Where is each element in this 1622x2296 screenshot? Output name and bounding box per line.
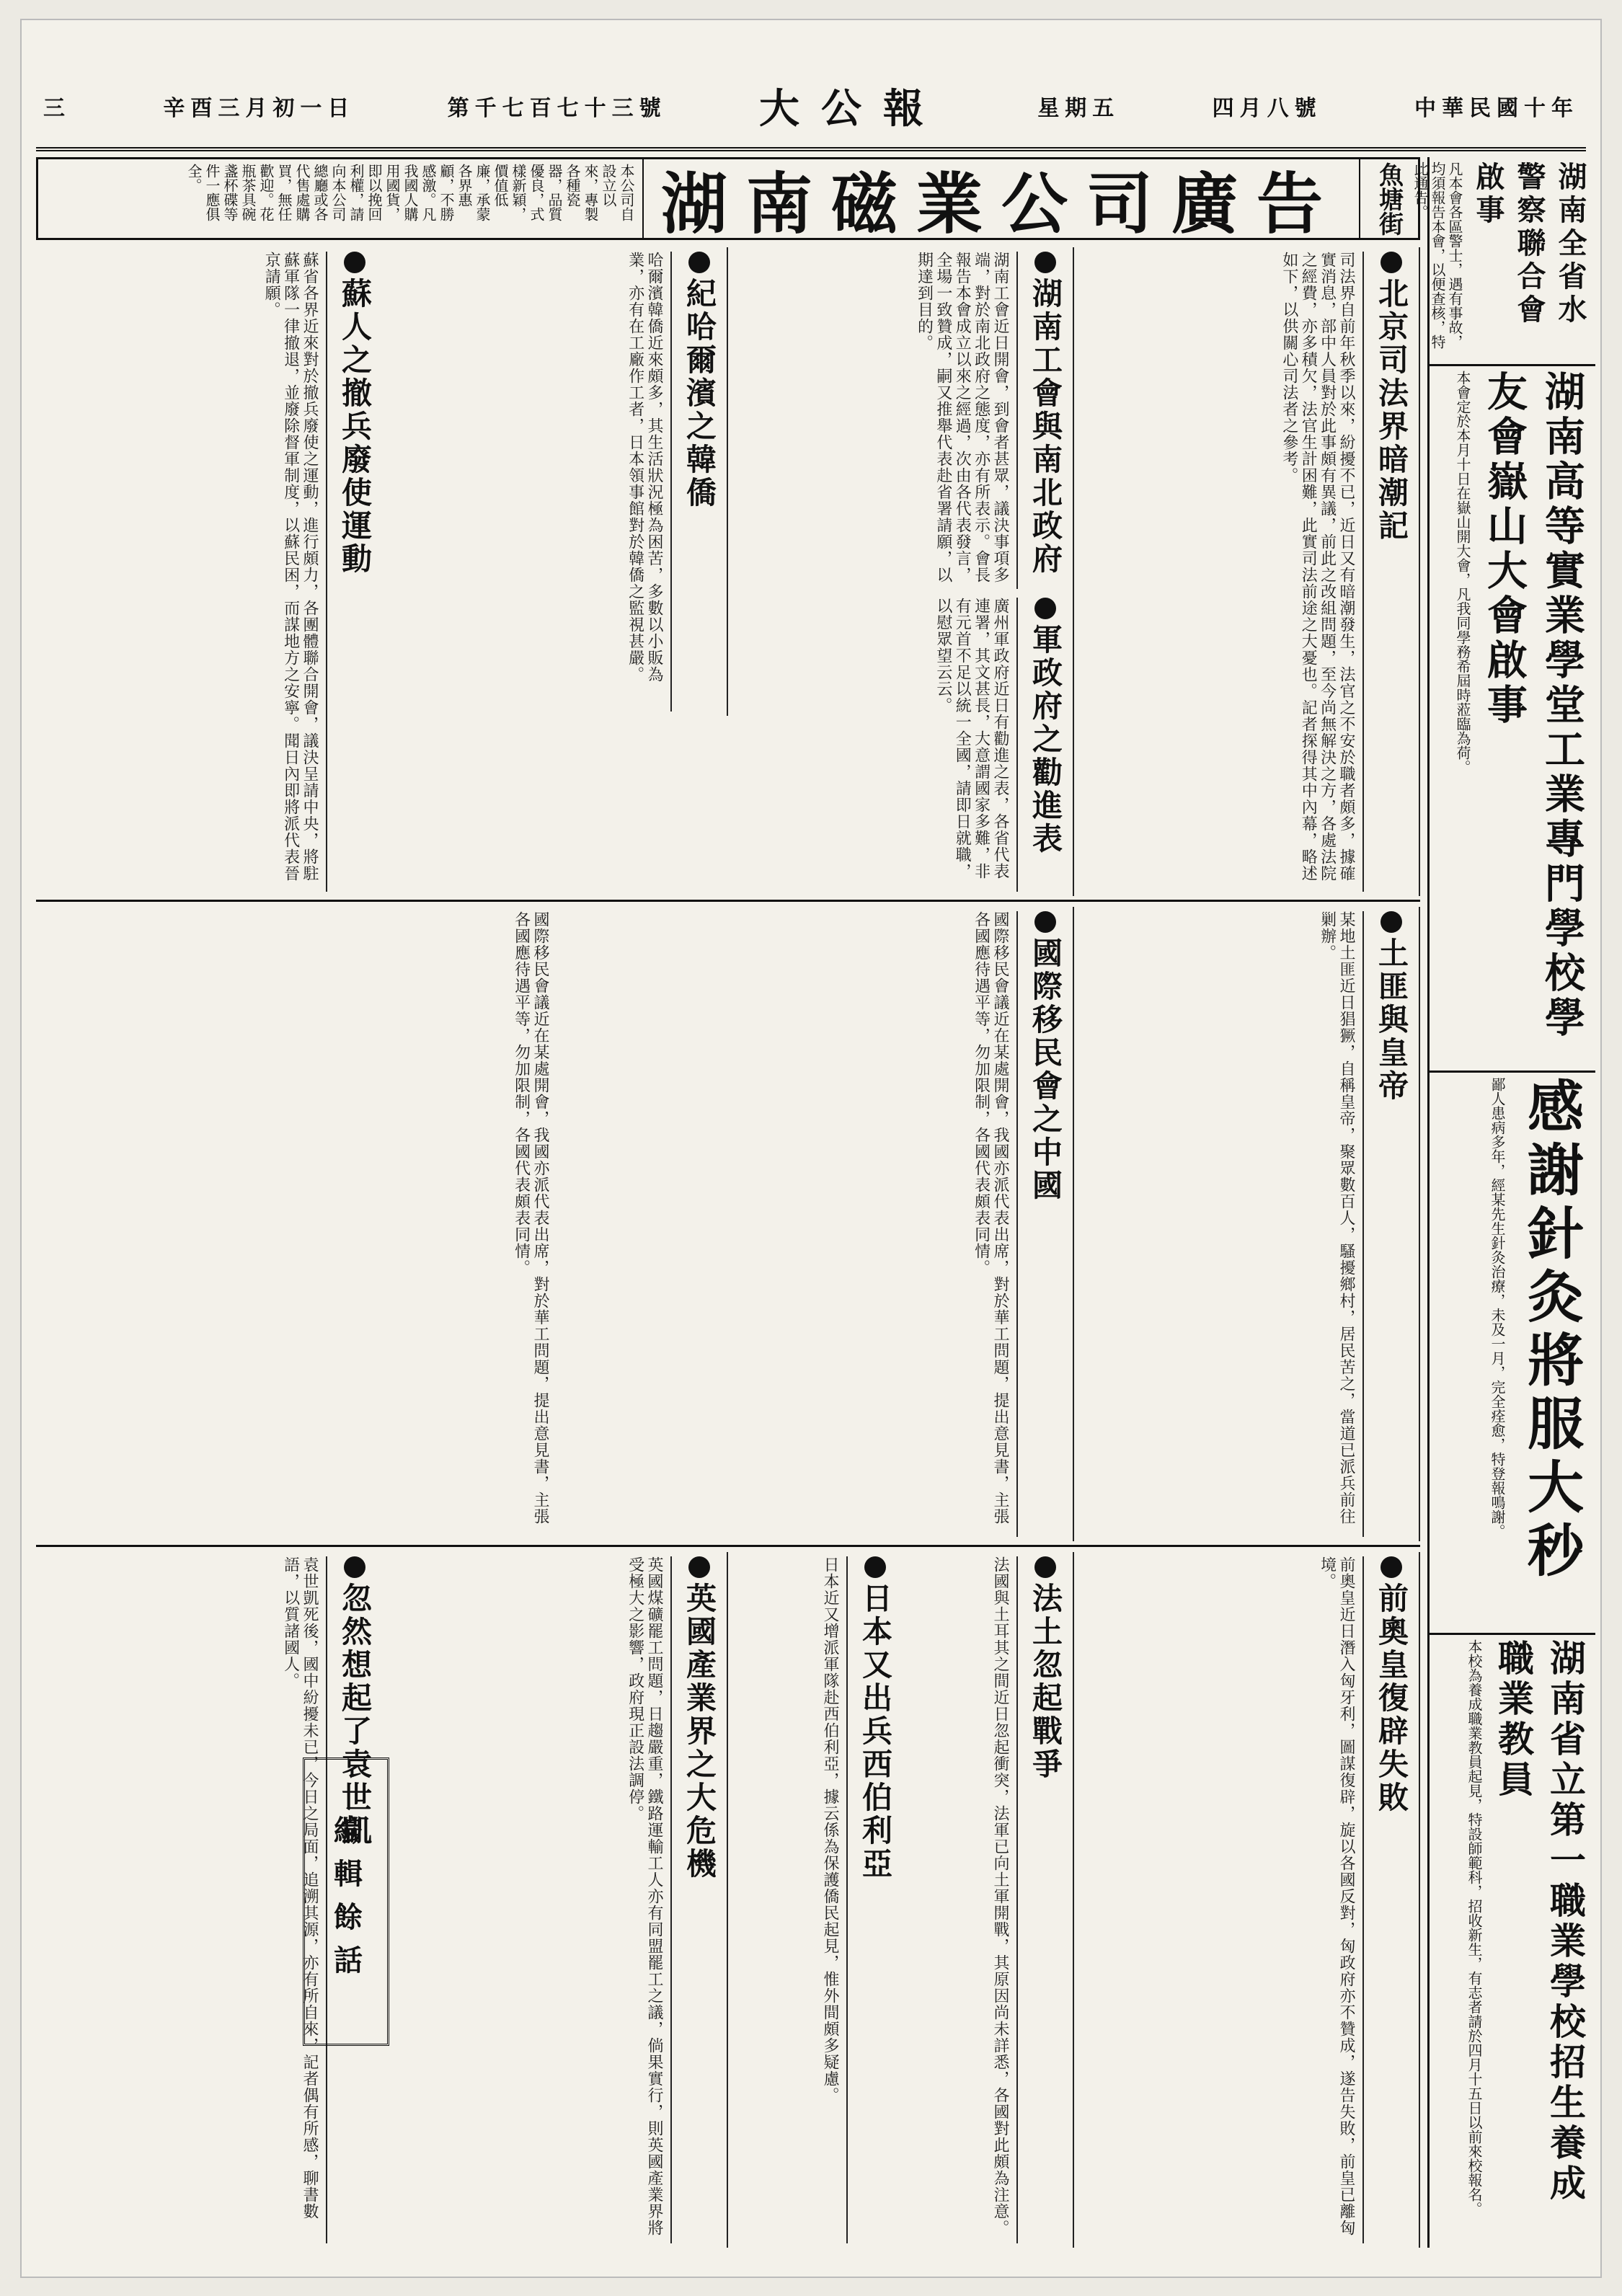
article-britain <box>382 1552 728 2248</box>
article-headline: 法土忽起戰爭 <box>1016 1556 1067 2243</box>
section-divider <box>36 900 1420 902</box>
ad-title: 湖南高等實業學堂工業專門學校學友會嶽山大會啟事 <box>1481 371 1586 1041</box>
sidebar-ad-water-police <box>1412 157 1595 366</box>
bullet-icon <box>1034 911 1056 933</box>
article-body: 司法界自前年秋季以來，紛擾不已，近日又有暗潮發生，法官之不安於職者頗多，據確實消息，部中人員對於此事頗有異議，前此之改組問題，至今尚無解決之方，各處法院之經費，亦多積欠，法官生計困難，此實司法前途之大憂也。記者探得其中內幕，略述如下，以供關心司法者之參考。 <box>1280 252 1355 882</box>
ad-location: 魚塘街 <box>1359 159 1418 238</box>
ad-title: 湖南磁業公司廣告 <box>642 159 1359 238</box>
article-headline: 英國產業界之大危機 <box>670 1556 721 2243</box>
issue-number: 第千七百七十三號 <box>447 96 667 121</box>
bullet-icon <box>344 1556 365 1578</box>
article-headline: 國際移民會之中國 <box>1016 911 1067 1537</box>
article-league <box>555 907 1074 1541</box>
masthead <box>36 72 1586 151</box>
article-body: 日本近又增派軍隊赴西伯利亞，據云係為保護僑民起見，惟外間頗多疑慮。 <box>821 1556 839 2104</box>
ad-body: 凡本會各區警士，遇有事故，均須報告本會，以便查核，特此通告。 <box>1412 161 1463 349</box>
article-portugal <box>1074 1552 1420 2248</box>
article-tufei <box>1074 907 1420 1541</box>
article-headline: 日本又出兵西伯利亞 <box>846 1556 897 2243</box>
article-headline: 湖南工會與南北政府 <box>1016 252 1067 589</box>
date-month: 四月八號 <box>1212 96 1322 121</box>
section-divider <box>36 1545 1420 1547</box>
bullet-icon <box>1381 252 1402 273</box>
sidebar-ads <box>1412 157 1595 2248</box>
lunar-date: 辛酉三月初一日 <box>163 96 355 121</box>
article-headline: 土匪與皇帝 <box>1362 911 1413 1537</box>
bullet-icon <box>344 252 365 273</box>
bullet-icon <box>1034 252 1056 273</box>
article-body: 某地土匪近日猖獗，自稱皇帝，聚眾數百人，騷擾鄉村，居民苦之，當道已派兵前往剿辦。 <box>1318 911 1355 1525</box>
bullet-icon <box>864 1556 886 1578</box>
editorial-box: 編輯餘話 <box>303 1758 389 2046</box>
article-body: 國際移民會議近在某處開會，我國亦派代表出席，對於華工問題，提出意見書，主張各國應待遇平等，勿加限制，各國代表頗表同情。 <box>512 911 549 1525</box>
bullet-icon <box>1381 1556 1402 1578</box>
bullet-icon <box>688 252 710 273</box>
sidebar-ad-vocational-school <box>1430 1635 1595 2248</box>
main-content <box>36 157 1420 2248</box>
article-harbin <box>382 247 728 716</box>
article-body: 廣州軍政府近日有勸進之表，各省代表連署，其文甚長，大意謂國家多難，非有元首不足以統一全國，請即日就職，以慰眾望云云。 <box>934 598 1009 879</box>
article-league-continued <box>36 907 555 1541</box>
article-body: 湖南工會近日開會，到會者甚眾，議決事項多端，對於南北政府之態度，亦有所表示。會長報告本會成立以來之經過，次由各代表發言，全場一致贊成，嗣又推舉代表赴省署請願，以期達到目的。 <box>915 252 1009 583</box>
article-hunan-labor <box>728 247 1074 593</box>
sidebar-ad-acupuncture <box>1430 1073 1595 1635</box>
bullet-icon <box>688 1556 710 1578</box>
bullet-icon <box>1034 598 1056 619</box>
article-headline: 北京司法界暗潮記 <box>1362 252 1413 892</box>
article-headline: 紀哈爾濱之韓僑 <box>670 252 721 712</box>
article-headline: 蘇人之撤兵廢使運動 <box>326 252 376 892</box>
ad-body: 本公司自設立以來，專製各種瓷器，品質優良，式樣新穎，價值低廉，承蒙各界惠顧，不勝感激。凡我國人購用國貨，即以挽回利權，請向本公司總廳或各代售處購買，無任歡迎。花瓶茶具碗盞杯碟等件一應俱全。 <box>185 164 635 221</box>
date-roc: 中華民國十年 <box>1414 96 1579 121</box>
sidebar-ad-school-alumni <box>1430 366 1595 1073</box>
article-headline: 前奧皇復辟失敗 <box>1362 1556 1413 2243</box>
weekday: 星期五 <box>1037 96 1120 121</box>
ad-title: 湖南全省水警察聯合會啟事 <box>1471 161 1587 327</box>
article-body: 袁世凱死後，國中紛擾未已，今日之局面，追溯其源，亦有所自來，記者偶有所感，聊書數語，以質諸國人。 <box>281 1556 319 2220</box>
article-beijing <box>1074 247 1420 896</box>
article-body: 國際移民會議近在某處開會，我國亦派代表出席，對於華工問題，提出意見書，主張各國應待遇平等，勿加限制，各國代表頗表同情。 <box>972 911 1009 1525</box>
article-headline: 忽然想起了袁世凱 <box>326 1556 376 2243</box>
article-france-japan <box>728 1552 1074 2248</box>
article-suzhou <box>36 247 382 896</box>
article-body: 蘇省各界近來對於撤兵廢使之運動，進行頗力，各團體聯合開會，議決呈請中央，將駐蘇軍隊一律撤退，並廢除督軍制度，以蘇民困，而謀地方之安寧。聞日內即將派代表晉京請願。 <box>262 252 319 882</box>
hunan-porcelain-ad <box>36 157 1420 243</box>
newspaper-page <box>22 20 1600 2277</box>
paper-name: 大公報 <box>758 85 945 133</box>
article-military <box>728 593 1074 896</box>
ad-title: 感謝針灸將服大秒 <box>1518 1077 1584 1584</box>
article-body: 法國與土耳其之間近日忽起衝突，法軍已向土軍開戰，其原因尚未詳悉，各國對此頗為注意。 <box>991 1556 1009 2236</box>
article-body: 前奧皇近日潛入匈牙利，圖謀復辟，旋以各國反對，匈政府亦不贊成，遂告失敗，前皇已離匈境。 <box>1318 1556 1355 2236</box>
ad-body: 本校為養成職業教員起見，特設師範科，招收新生，有志者請於四月十五日以前來校報名。 <box>1466 1639 1483 2216</box>
bullet-icon <box>1034 1556 1056 1578</box>
ad-body: 本會定於本月十日在嶽山開大會，凡我同學務希屆時蒞臨為荷。 <box>1454 371 1471 774</box>
ad-body: 鄙人患病多年，經某先生針灸治療，未及一月，完全痊愈，特登報鳴謝。 <box>1489 1077 1506 1538</box>
ad-title: 湖南省立第一職業學校招生養成職業教員 <box>1492 1639 1587 2204</box>
bullet-icon <box>1381 911 1402 933</box>
page-number: 三 <box>43 96 71 121</box>
article-body: 英國煤礦罷工問題，日趨嚴重，鐵路運輸工人亦有同盟罷工之議，倘果實行，則英國產業界將受極大之影響，政府現正設法調停。 <box>626 1556 663 2236</box>
article-body: 哈爾濱韓僑近來頗多，其生活狀況極為困苦，多數以小販為業，亦有在工廠作工者，日本領事館對於韓僑之監視甚嚴。 <box>626 252 663 683</box>
article-headline: 軍政府之勸進表 <box>1016 598 1067 892</box>
